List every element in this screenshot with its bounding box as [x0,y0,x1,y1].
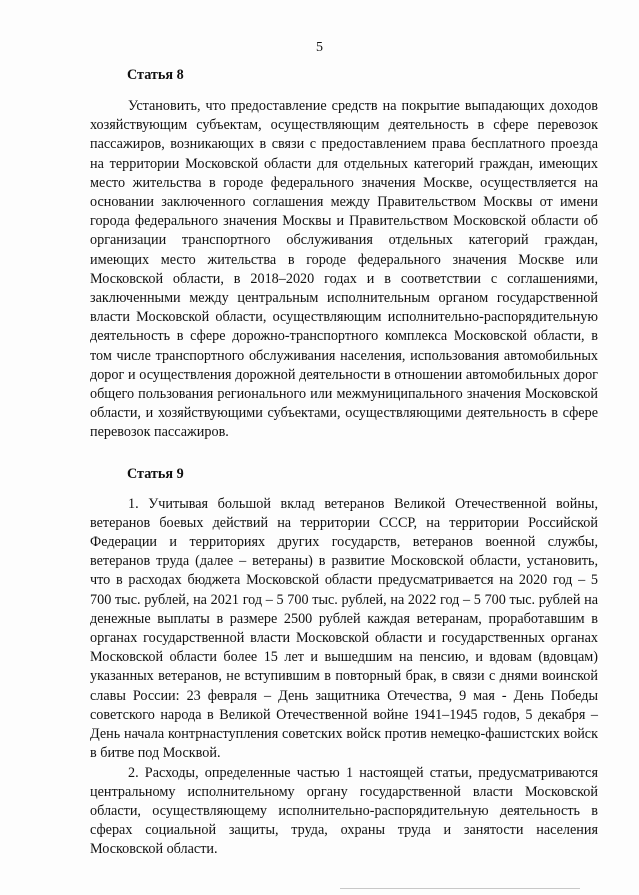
scan-edge-line [340,888,580,889]
article-9-heading: Статья 9 [127,465,184,482]
article-8-heading: Статья 8 [127,67,184,83]
article-8-paragraph: Установить, что предоставление средств на покрытие выпадающих доходов хозяйствующим субъектам, осуществляющим деятельность в сфере перевозок пассажиров, возникающих в связи с предоставлением права бесплатного проезда на территории Московской области для отдельных категорий граждан, имеющих место жительства в городе федерального значения Москве, осуществляется на основании заключенного соглашения между Правительством Москвы от имени города федерального значения Москвы и Правительством Московской области об организации транспортного обслуживания отдельных категорий граждан, имеющих место жительства в городе федерального значения Москве или Московской области, в 2018–2020 годах и в соответствии с соглашениями, заключенными между центральным исполнительным органом государственной власти Московской области, осуществляющим исполнительно-распорядительную деятельность в сфере дорожно-транспортного комплекса Московской области, в том числе транспортного обслуживания населения, использования автомобильных дорог и осуществления дорожной деятельности в отношении автомобильных дорог общего пользования регионального или межмуниципального значения Московской области, и хозяйствующими субъектами, осуществляющими деятельность в сфере перевозок пассажиров. [90,98,598,441]
article-9-paragraph-2: 2. Расходы, определенные частью 1 настоящей статьи, предусматриваются центральному исполнительному органу государственной власти Московской области, осуществляющему исполнительно-распорядительную деятельность в сферах социальной защиты, труда, охраны труда и занятости населения Московской области. [90,764,598,858]
article-9-paragraph-1: 1. Учитывая большой вклад ветеранов Великой Отечественной войны, ветеранов боевых действий на территории СССР, на территории Российской Федерации и территориях других государств, ветеранов военной службы, ветеранов труда (далее – ветераны) в развитие Московской области, установить, что в расходах бюджета Московской области предусматривается на 2020 год – 5 700 тыс. рублей, на 2021 год – 5 700 тыс. рублей, на 2022 год – 5 700 тыс. рублей на денежные выплаты в размере 2500 рублей каждая ветеранам, проработавшим в органах государственной власти Московской области и государственных органах Московской области более 15 лет и вышедшим на пенсию, и вдовам (вдовцам) указанных ветеранов, не вступившим в повторный брак, в связи с днями воинской славы России: 23 февраля – День защитника Отечества, 9 мая - День Победы советского народа в Великой Отечественной войне 1941–1945 годов, 5 декабря – День начала контрнаступления советских войск против немецко-фашистских войск в битве под Москвой. [90,495,598,762]
document-body [90,64,598,860]
page-number: 5 [316,40,323,55]
